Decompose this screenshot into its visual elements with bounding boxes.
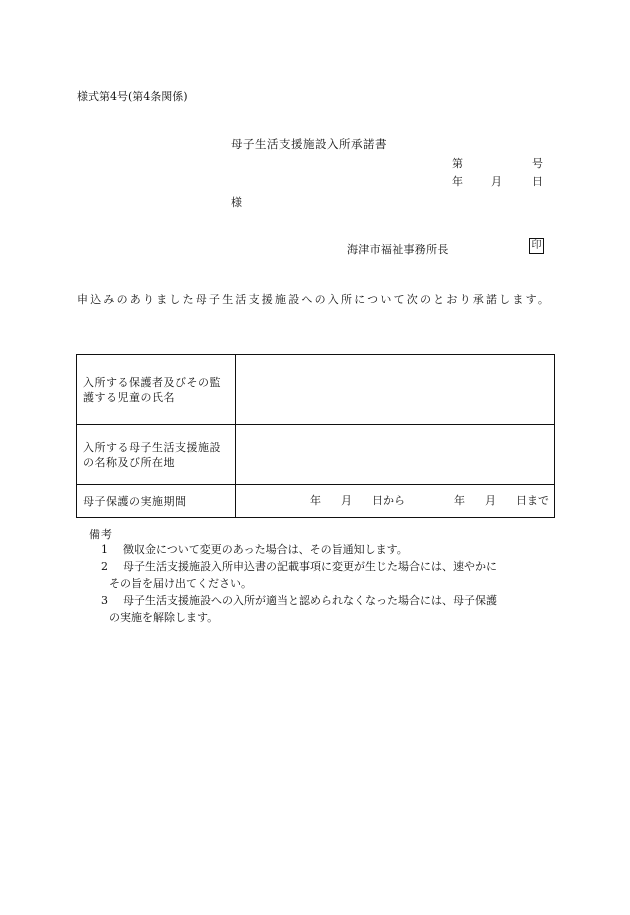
table-row-guardian — [77, 355, 555, 425]
period-from-day: 日から — [372, 494, 405, 507]
remark-text: 母子生活支援施設への入所が適当と認められなくなった場合には、母子保護 — [123, 594, 497, 607]
table-row-facility — [77, 425, 555, 485]
guardian-label: 入所する保護者及びその監護する児童の氏名 — [77, 355, 236, 425]
body-text — [77, 288, 557, 311]
addressee-suffix: 様 — [231, 196, 242, 209]
ref-dai: 第 — [452, 157, 463, 170]
facility-value — [236, 425, 555, 485]
issuer-name: 海津市福祉事務所長 — [347, 243, 449, 256]
period-label: 母子保護の実施期間 — [77, 485, 236, 518]
table-row-period — [77, 485, 555, 518]
remark-number: 2 — [101, 560, 108, 573]
remark-item-2 — [101, 558, 561, 592]
date-day: 日 — [532, 175, 543, 188]
body-text-content: 申込みのありました母子生活支援施設への入所について次のとおり承諾します。 — [77, 293, 552, 306]
seal-mark: 印 — [529, 238, 544, 254]
period-to-year: 年 — [454, 494, 465, 507]
remark-number: 3 — [101, 594, 108, 607]
remark-item-3 — [101, 592, 561, 626]
ref-go: 号 — [532, 157, 543, 170]
remark-item-1 — [101, 541, 561, 558]
remark-text-cont: の実施を解除します。 — [109, 611, 219, 624]
period-to-month: 月 — [485, 494, 496, 507]
remarks-heading: 備考 — [89, 528, 113, 541]
date-month: 月 — [491, 175, 502, 188]
remark-text: 徴収金について変更のあった場合は、その旨通知します。 — [123, 543, 408, 556]
period-from-month: 月 — [341, 494, 352, 507]
info-table — [76, 354, 555, 518]
date-year: 年 — [452, 175, 463, 188]
remark-text-cont: その旨を届け出てください。 — [109, 577, 252, 590]
period-value — [236, 485, 555, 518]
period-from-year: 年 — [310, 494, 321, 507]
document-title: 母子生活支援施設入所承諾書 — [231, 137, 387, 151]
period-to-day: 日まで — [516, 494, 549, 507]
remark-number: 1 — [101, 543, 108, 556]
form-number: 様式第4号(第4条関係) — [77, 90, 188, 103]
remark-text: 母子生活支援施設入所申込書の記載事項に変更が生じた場合には、速やかに — [123, 560, 497, 573]
facility-label: 入所する母子生活支援施設の名称及び所在地 — [77, 425, 236, 485]
guardian-value — [236, 355, 555, 425]
